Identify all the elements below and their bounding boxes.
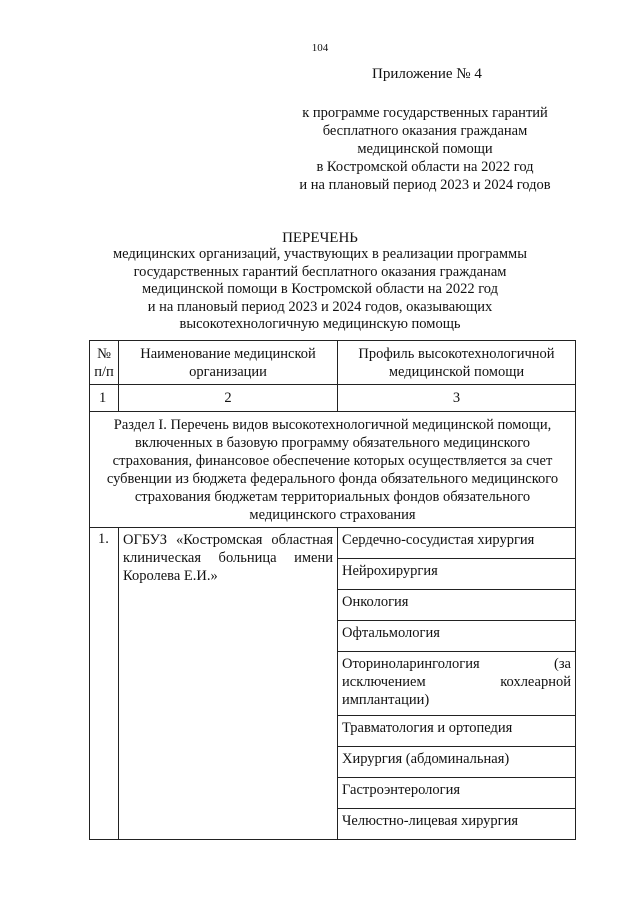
appendix-line: медицинской помощи — [357, 141, 493, 157]
section-row — [90, 412, 576, 528]
appendix-title: Приложение № 4 — [372, 66, 482, 82]
subtitle-line: медицинской помощи в Костромской области на 2022 год — [141, 281, 499, 297]
profile-item: Челюстно-лицевая хирургия — [338, 809, 576, 840]
table-row — [90, 528, 576, 559]
profile-item: Травматология и ортопедия — [338, 716, 576, 747]
column-number-row — [90, 385, 576, 412]
column-number: 1 — [90, 385, 119, 412]
row-number: 1. — [90, 528, 119, 840]
appendix-subtitle — [290, 104, 560, 194]
column-number: 2 — [119, 385, 338, 412]
column-number: 3 — [338, 385, 576, 412]
appendix-line: и на плановый период 2023 и 2024 годов — [299, 177, 551, 193]
document-subtitle — [0, 246, 640, 334]
section-title: Раздел I. Перечень видов высокотехнологичной медицинской помощи, включенных в базовую программу обязательного медицинского страхования, финансовое обеспечение которых осуществляется за счет субвенции из бюджета федерального фонда обязательного медицинского страхования бюджетам территориальных фондов обязательного медицинского страхования — [90, 412, 576, 528]
subtitle-line: медицинских организаций, участвующих в реализации программы — [113, 246, 527, 262]
subtitle-line: государственных гарантий бесплатного оказания гражданам — [133, 263, 507, 280]
profile-item: Гастроэнтерология — [338, 778, 576, 809]
profile-item: Нейрохирургия — [338, 559, 576, 590]
profile-item: Онкология — [338, 590, 576, 621]
profile-item: Хирургия (абдоминальная) — [338, 747, 576, 778]
subtitle-line: высокотехнологичную медицинскую помощь — [179, 316, 461, 332]
header-num: № п/п — [90, 341, 119, 385]
appendix-line: к программе государственных гарантий — [302, 105, 548, 121]
header-org: Наименование медицинской организации — [119, 341, 338, 385]
subtitle-line: и на плановый период 2023 и 2024 годов, оказывающих — [147, 298, 493, 315]
table-header-row — [90, 341, 576, 385]
profile-item: Сердечно-сосудистая хирургия — [338, 528, 576, 559]
page-number: 104 — [311, 42, 329, 54]
organizations-table — [89, 340, 576, 840]
appendix-line: бесплатного оказания гражданам — [322, 123, 528, 139]
organization-name: ОГБУЗ «Костромская областная клиническая больница имени Королева Е.И.» — [119, 528, 338, 840]
profile-item: Оториноларингология (за исключением кохлеарной имплантации) — [338, 652, 576, 716]
header-profile: Профиль высокотехнологичной медицинской помощи — [338, 341, 576, 385]
profile-item: Офтальмология — [338, 621, 576, 652]
appendix-line: в Костромской области на 2022 год — [316, 159, 534, 175]
document-heading: ПЕРЕЧЕНЬ — [282, 230, 358, 246]
